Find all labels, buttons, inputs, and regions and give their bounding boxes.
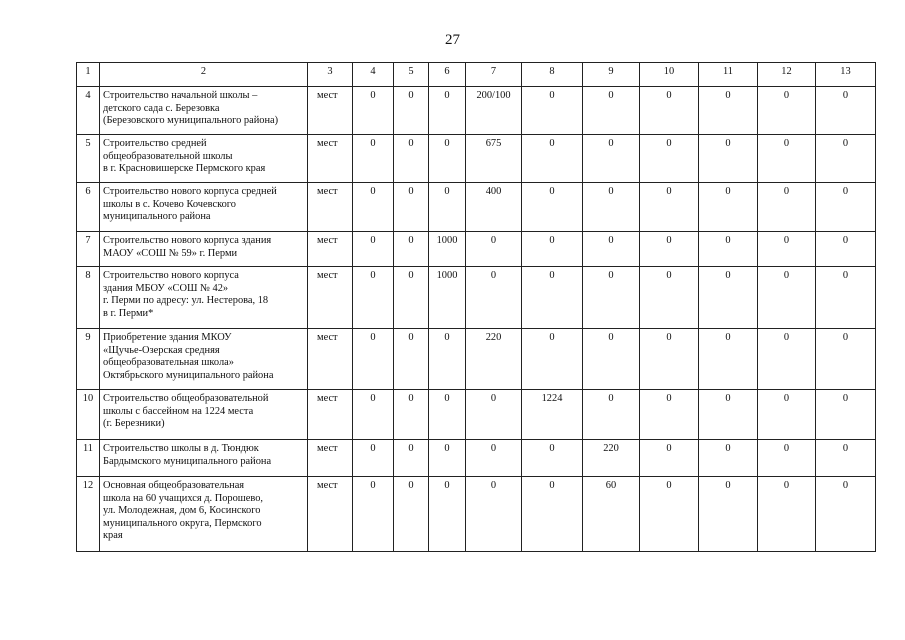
object-name-cell <box>100 135 308 183</box>
value-cell: 0 <box>640 390 699 440</box>
value-cell: 0 <box>429 477 466 552</box>
value-cell: 0 <box>466 390 522 440</box>
value-cell: 0 <box>394 135 429 183</box>
value-cell: 0 <box>394 267 429 329</box>
value-cell: 0 <box>758 329 816 390</box>
value-cell: 0 <box>394 87 429 135</box>
value-cell: 0 <box>758 477 816 552</box>
table-row <box>77 135 876 183</box>
table-row <box>77 183 876 232</box>
value-cell: 0 <box>429 87 466 135</box>
object-name-line: Строительство начальной школы – <box>103 90 258 101</box>
column-header: 5 <box>394 63 429 87</box>
value-cell: 0 <box>816 329 876 390</box>
value-cell: 0 <box>816 232 876 267</box>
value-cell: 0 <box>816 477 876 552</box>
column-header: 8 <box>522 63 583 87</box>
value-cell: 0 <box>353 135 394 183</box>
object-name-line: школа на 60 учащихся д. Порошево, <box>103 492 264 504</box>
value-cell: 0 <box>394 329 429 390</box>
object-name-line: Октябрьского муниципального района <box>103 369 274 381</box>
value-cell: 0 <box>353 440 394 477</box>
value-cell: 0 <box>699 232 758 267</box>
object-name-cell <box>100 183 308 232</box>
object-name-line: Строительство нового корпуса здания <box>103 235 272 246</box>
value-cell: 0 <box>429 440 466 477</box>
table-row <box>77 329 876 390</box>
unit-cell: мест <box>308 232 353 267</box>
value-cell: 0 <box>758 267 816 329</box>
row-number: 5 <box>77 135 100 183</box>
value-cell: 0 <box>758 232 816 267</box>
unit-cell: мест <box>308 390 353 440</box>
object-name-line: края <box>103 530 123 542</box>
column-header: 11 <box>699 63 758 87</box>
value-cell: 0 <box>640 232 699 267</box>
value-cell: 0 <box>583 135 640 183</box>
value-cell: 0 <box>640 267 699 329</box>
object-name-cell <box>100 87 308 135</box>
unit-cell: мест <box>308 440 353 477</box>
object-name-line: в г. Перми* <box>103 307 154 319</box>
object-name-cell <box>100 232 308 267</box>
value-cell: 0 <box>583 183 640 232</box>
object-name-line: Приобретение здания МКОУ <box>103 332 232 343</box>
column-header: 2 <box>100 63 308 87</box>
column-header: 10 <box>640 63 699 87</box>
unit-cell: мест <box>308 329 353 390</box>
value-cell: 220 <box>466 329 522 390</box>
value-cell: 0 <box>816 135 876 183</box>
value-cell: 0 <box>583 87 640 135</box>
value-cell: 0 <box>699 183 758 232</box>
unit-cell: мест <box>308 477 353 552</box>
object-name-line: школы с бассейном на 1224 места <box>103 405 254 417</box>
object-name-line: «Щучье-Озерская средняя <box>103 344 220 356</box>
row-number: 12 <box>77 477 100 552</box>
value-cell: 675 <box>466 135 522 183</box>
value-cell: 0 <box>640 87 699 135</box>
value-cell: 0 <box>640 135 699 183</box>
row-number: 11 <box>77 440 100 477</box>
object-name-line: (Березовского муниципального района) <box>103 115 279 127</box>
value-cell: 0 <box>758 87 816 135</box>
value-cell: 0 <box>429 390 466 440</box>
column-header: 1 <box>77 63 100 87</box>
table-row <box>77 232 876 267</box>
object-name-cell <box>100 267 308 329</box>
value-cell: 0 <box>394 440 429 477</box>
value-cell: 0 <box>699 267 758 329</box>
value-cell: 0 <box>429 183 466 232</box>
column-header: 13 <box>816 63 876 87</box>
object-name-line: Основная общеобразовательная <box>103 480 245 491</box>
value-cell: 0 <box>353 232 394 267</box>
row-number: 7 <box>77 232 100 267</box>
object-name-line: г. Перми по адресу: ул. Нестерова, 18 <box>103 295 269 307</box>
column-header: 12 <box>758 63 816 87</box>
value-cell: 0 <box>816 87 876 135</box>
object-name-cell <box>100 440 308 477</box>
value-cell: 0 <box>353 329 394 390</box>
object-name-line: муниципального округа, Пермского <box>103 517 262 529</box>
object-name-line: Бардымского муниципального района <box>103 455 272 467</box>
value-cell: 1224 <box>522 390 583 440</box>
object-name-line: муниципального района <box>103 211 211 223</box>
column-header: 9 <box>583 63 640 87</box>
row-number: 9 <box>77 329 100 390</box>
value-cell: 200/100 <box>466 87 522 135</box>
table-row <box>77 440 876 477</box>
object-name-line: Строительство общеобразовательной <box>103 393 269 404</box>
value-cell: 0 <box>699 329 758 390</box>
value-cell: 0 <box>640 329 699 390</box>
object-name-line: общеобразовательной школы <box>103 150 233 162</box>
value-cell: 0 <box>466 440 522 477</box>
value-cell: 0 <box>522 135 583 183</box>
object-name-line: Строительство школы в д. Тюндюк <box>103 443 259 454</box>
unit-cell: мест <box>308 135 353 183</box>
value-cell: 0 <box>699 390 758 440</box>
object-name-line: Строительство нового корпуса средней <box>103 186 277 197</box>
data-table <box>76 62 876 552</box>
value-cell: 1000 <box>429 232 466 267</box>
table-row <box>77 390 876 440</box>
value-cell: 0 <box>353 390 394 440</box>
row-number: 8 <box>77 267 100 329</box>
value-cell: 0 <box>466 232 522 267</box>
table-row <box>77 477 876 552</box>
object-name-line: Строительство средней <box>103 138 207 149</box>
value-cell: 0 <box>394 477 429 552</box>
object-name-line: Строительство нового корпуса <box>103 270 239 281</box>
value-cell: 0 <box>394 183 429 232</box>
column-header: 3 <box>308 63 353 87</box>
value-cell: 0 <box>583 390 640 440</box>
page-number: 27 <box>445 32 460 48</box>
value-cell: 0 <box>522 183 583 232</box>
value-cell: 0 <box>522 267 583 329</box>
value-cell: 0 <box>640 440 699 477</box>
value-cell: 0 <box>466 267 522 329</box>
value-cell: 0 <box>466 477 522 552</box>
column-header: 4 <box>353 63 394 87</box>
value-cell: 1000 <box>429 267 466 329</box>
value-cell: 0 <box>429 135 466 183</box>
value-cell: 0 <box>522 329 583 390</box>
value-cell: 0 <box>583 267 640 329</box>
value-cell: 0 <box>758 183 816 232</box>
value-cell: 0 <box>353 477 394 552</box>
header-row <box>77 63 876 87</box>
value-cell: 60 <box>583 477 640 552</box>
value-cell: 0 <box>640 183 699 232</box>
object-name-line: здания МБОУ «СОШ № 42» <box>103 282 229 294</box>
column-header: 6 <box>429 63 466 87</box>
value-cell: 0 <box>522 440 583 477</box>
value-cell: 0 <box>758 135 816 183</box>
row-number: 10 <box>77 390 100 440</box>
value-cell: 0 <box>429 329 466 390</box>
object-name-line: детского сада с. Березовка <box>103 102 220 114</box>
value-cell: 0 <box>699 477 758 552</box>
object-name-cell <box>100 390 308 440</box>
object-name-line: МАОУ «СОШ № 59» г. Перми <box>103 247 238 259</box>
value-cell: 0 <box>758 390 816 440</box>
value-cell: 0 <box>522 232 583 267</box>
unit-cell: мест <box>308 267 353 329</box>
value-cell: 0 <box>816 267 876 329</box>
value-cell: 0 <box>816 390 876 440</box>
object-name-line: общеобразовательная школа» <box>103 357 234 369</box>
value-cell: 0 <box>816 183 876 232</box>
row-number: 6 <box>77 183 100 232</box>
table-row <box>77 267 876 329</box>
object-name-cell <box>100 477 308 552</box>
value-cell: 0 <box>353 183 394 232</box>
value-cell: 0 <box>816 440 876 477</box>
object-name-line: в г. Красновишерске Пермского края <box>103 163 266 175</box>
row-number: 4 <box>77 87 100 135</box>
value-cell: 0 <box>353 87 394 135</box>
value-cell: 0 <box>758 440 816 477</box>
value-cell: 0 <box>394 232 429 267</box>
object-name-line: школы в с. Кочево Кочевского <box>103 198 237 210</box>
object-name-cell <box>100 329 308 390</box>
value-cell: 0 <box>353 267 394 329</box>
value-cell: 0 <box>640 477 699 552</box>
table-row <box>77 87 876 135</box>
column-header: 7 <box>466 63 522 87</box>
unit-cell: мест <box>308 183 353 232</box>
value-cell: 0 <box>522 477 583 552</box>
value-cell: 220 <box>583 440 640 477</box>
object-name-line: ул. Молодежная, дом 6, Косинского <box>103 505 261 517</box>
value-cell: 0 <box>699 440 758 477</box>
value-cell: 0 <box>699 135 758 183</box>
value-cell: 400 <box>466 183 522 232</box>
value-cell: 0 <box>583 329 640 390</box>
value-cell: 0 <box>522 87 583 135</box>
value-cell: 0 <box>394 390 429 440</box>
value-cell: 0 <box>699 87 758 135</box>
object-name-line: (г. Березники) <box>103 418 165 430</box>
value-cell: 0 <box>583 232 640 267</box>
unit-cell: мест <box>308 87 353 135</box>
